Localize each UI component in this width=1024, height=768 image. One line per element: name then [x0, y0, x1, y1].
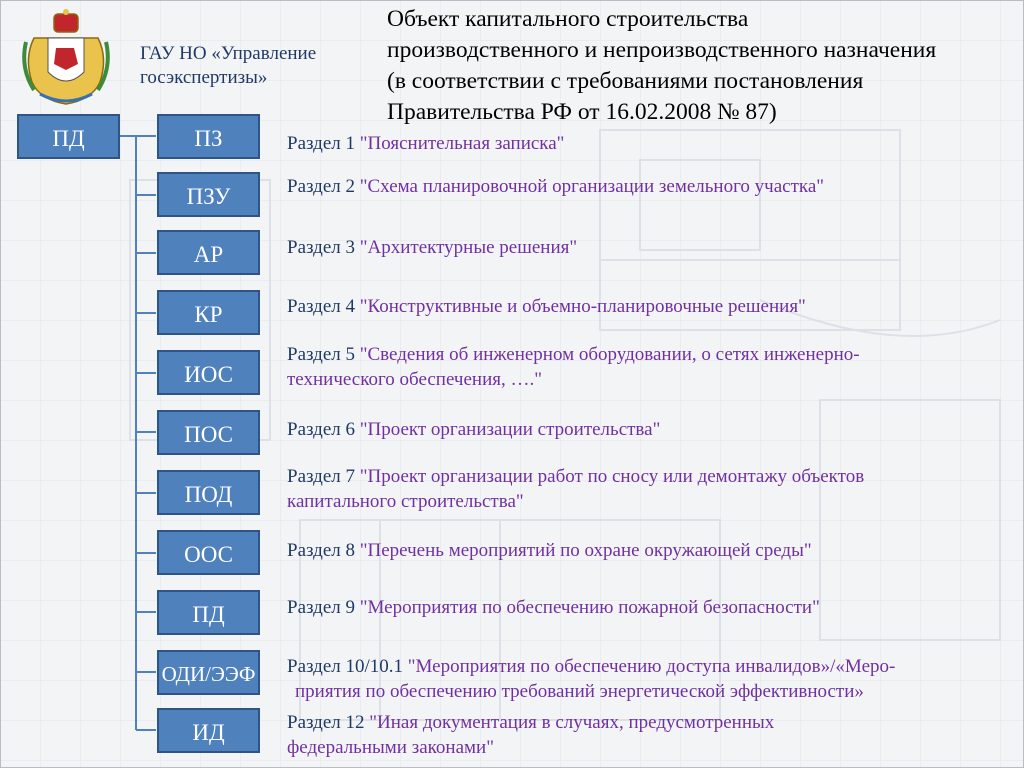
section-description: "Схема планировочной организации земельного участка" [359, 176, 825, 197]
section-description: "Проект организации работ по сносу или демонтажу объектов [359, 466, 865, 487]
node-pos: ПОС [157, 410, 260, 455]
title-line: Объект капитального строительства [387, 6, 749, 32]
title-line: производственного и непроизводственного назначения [387, 37, 937, 63]
section-label: Раздел 4 [287, 296, 355, 317]
section-3-text [287, 235, 577, 260]
section-label: Раздел 5 [287, 344, 355, 365]
section-description: "Мероприятия по обеспечению пожарной безопасности" [359, 597, 820, 618]
section-label: Раздел 6 [287, 419, 355, 440]
section-label: Раздел 7 [287, 466, 355, 487]
section-10-text [287, 654, 895, 704]
node-pz: ПЗ [157, 114, 260, 159]
node-kr: КР [157, 290, 260, 335]
section-label: Раздел 1 [287, 133, 355, 154]
node-odi-eef: ОДИ/ЭЭФ [157, 650, 260, 695]
title-line: Правительства РФ от 16.02.2008 № 87) [387, 99, 777, 125]
root-node-pd: ПД [17, 114, 120, 159]
section-description: "Перечень мероприятий по охране окружающей среды" [359, 540, 812, 561]
node-pod: ПОД [157, 470, 260, 515]
title-line: (в соответствии с требованиями постановления [387, 68, 864, 94]
node-ios: ИОС [157, 350, 260, 395]
section-1-text [287, 131, 564, 156]
node-pzu: ПЗУ [157, 172, 260, 217]
section-description-cont: приятия по обеспечению требований энергетической эффективности» [295, 681, 864, 702]
section-6-text [287, 417, 660, 442]
section-label: Раздел 2 [287, 176, 355, 197]
section-description: "Конструктивные и объемно-планировочные решения" [359, 296, 806, 317]
section-description: "Мероприятия по обеспечению доступа инвалидов»/«Меро- [407, 656, 896, 677]
section-4-text [287, 294, 806, 319]
section-8-text [287, 538, 812, 563]
section-2-text [287, 174, 824, 199]
section-label: Раздел 10/10.1 [287, 656, 404, 677]
node-id: ИД [157, 708, 260, 753]
section-description: "Архитектурные решения" [359, 237, 578, 258]
node-oos: ООС [157, 530, 260, 575]
section-description-cont: капитального строительства" [287, 491, 524, 512]
section-9-text [287, 595, 820, 620]
section-description-cont: федеральными законами" [287, 737, 494, 758]
section-label: Раздел 8 [287, 540, 355, 561]
node-ar: АР [157, 230, 260, 275]
section-label: Раздел 9 [287, 597, 355, 618]
section-description: "Проект организации строительства" [359, 419, 661, 440]
section-7-text [287, 464, 864, 514]
section-description-cont: технического обеспечения, …." [287, 369, 543, 390]
section-12-text [287, 710, 774, 760]
node-pd: ПД [157, 590, 260, 635]
organization-line: ГАУ НО «Управление [140, 43, 317, 64]
organization-line: госэкспертизы» [140, 67, 268, 88]
section-description: "Иная документация в случаях, предусмотренных [369, 712, 775, 733]
section-description: "Пояснительная записка" [359, 133, 565, 154]
section-label: Раздел 12 [287, 712, 365, 733]
section-5-text [287, 342, 860, 392]
section-label: Раздел 3 [287, 237, 355, 258]
section-description: "Сведения об инженерном оборудовании, о сетях инженерно- [359, 344, 860, 365]
